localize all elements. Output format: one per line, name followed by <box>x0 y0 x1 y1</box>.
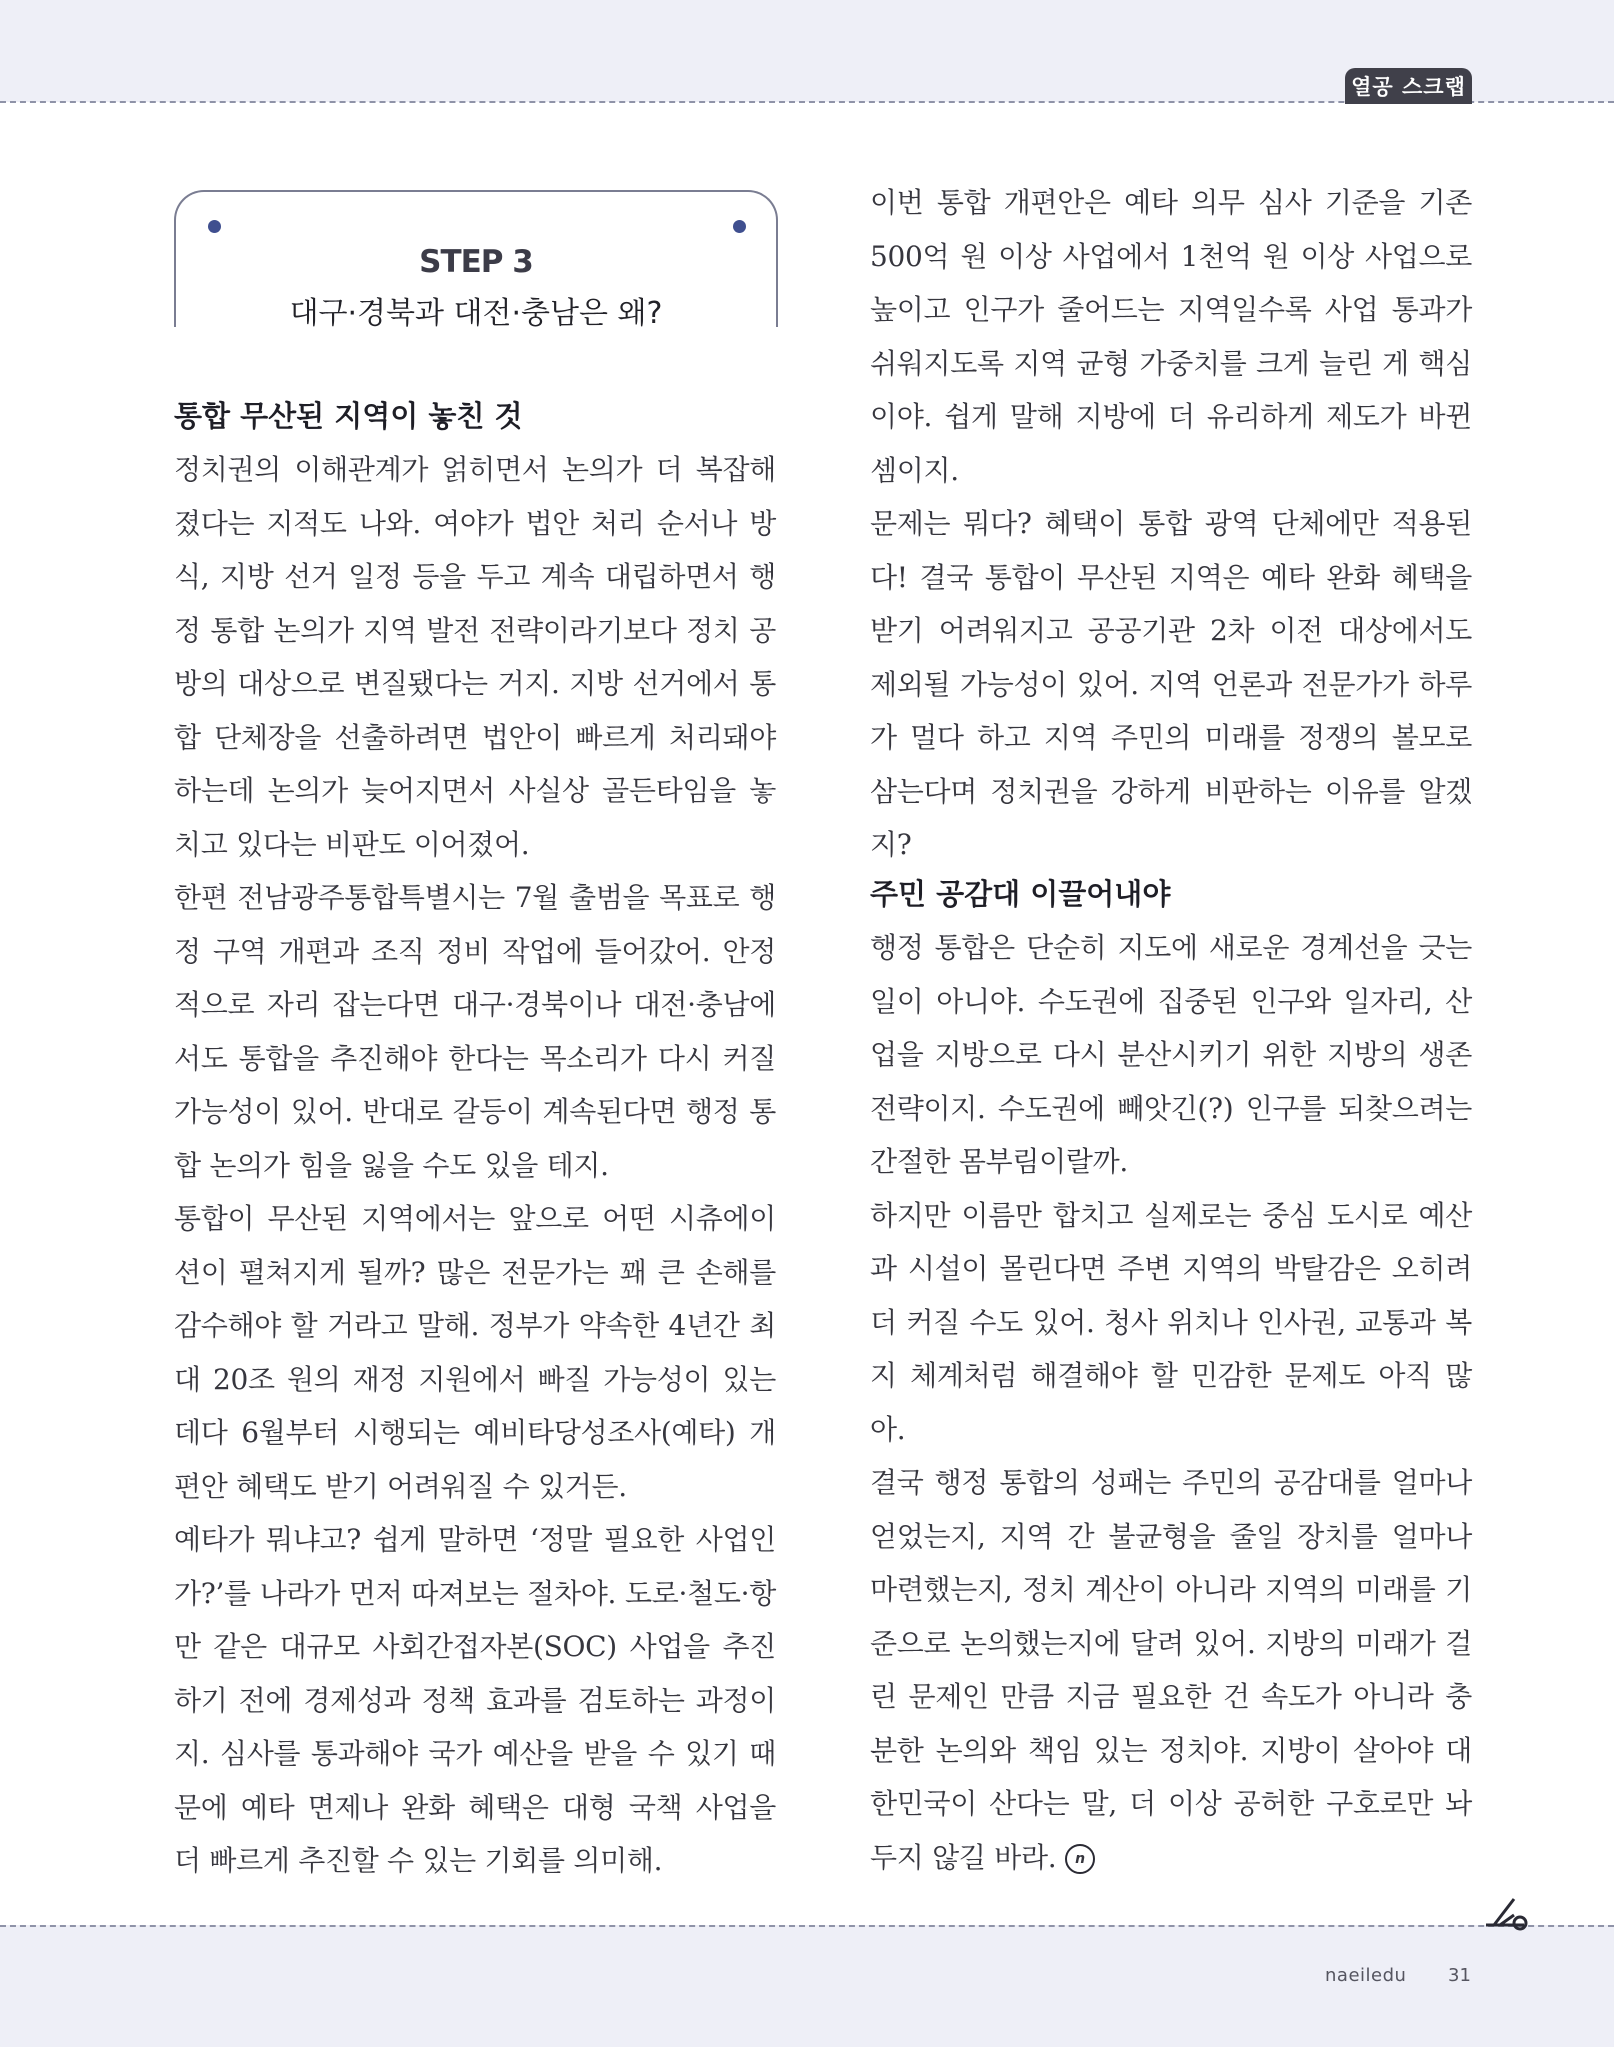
paragraph: 문제는 뭐다? 혜택이 통합 광역 단체에만 적용된다! 결국 통합이 무산된 지역은 예타 완화 혜택을 받기 어려워지고 공공기관 2차 이전 대상에서도 제외될 가능성이 있어. 지역 언론과 전문가가 하루가 멀다 하고 지역 주민의 미래를 정쟁의 볼모로 삼는다며 정치권을 강하게 비판하는 이유를 알겠지? <box>870 507 1472 861</box>
left-column <box>174 390 776 1888</box>
paragraph: 통합이 무산된 지역에서는 앞으로 어떤 시츄에이션이 펼쳐지게 될까? 많은 전문가는 꽤 큰 손해를 감수해야 할 거라고 말해. 정부가 약속한 4년간 최대 20조 원의 재정 지원에서 빠질 가능성이 있는 데다 6월부터 시행되는 예비타당성조사(예타) 개편안 혜택도 받기 어려워질 수 있거든. <box>174 1202 776 1503</box>
closing-paragraph <box>870 1456 1472 1884</box>
closing-text: 결국 행정 통합의 성패는 주민의 공감대를 얼마나 얻었는지, 지역 간 불균형을 줄일 장치를 얼마나 마련했는지, 정치 계산이 아니라 지역의 미래를 기준으로 논의했는지에 달려 있어. 지방의 미래가 걸린 문제인 만큼 지금 필요한 건 속도가 아니라 충분한 논의와 책임 있는 정치야. 지방이 살아야 대한민국이 산다는 말, 더 이상 공허한 구호로만 놔두지 않길 바라. <box>870 1466 1472 1874</box>
card-dot-left <box>208 220 221 233</box>
section-heading: 통합 무산된 지역이 놓친 것 <box>174 399 523 433</box>
paragraph: 예타가 뭐냐고? 쉽게 말하면 ‘정말 필요한 사업인가?’를 나라가 먼저 따져보는 절차야. 도로·철도·항만 같은 대규모 사회간접자본(SOC) 사업을 추진하기 전에 경제성과 정책 효과를 검토하는 과정이지. 심사를 통과해야 국가 예산을 받을 수 있기 때문에 예타 면제나 완화 혜택은 대형 국책 사업을 더 빠르게 추진할 수 있는 기회를 의미해. <box>174 1523 776 1877</box>
paragraph: 이번 통합 개편안은 예타 의무 심사 기준을 기존 500억 원 이상 사업에서 1천억 원 이상 사업으로 높이고 인구가 줄어드는 지역일수록 사업 통과가 쉬워지도록 지역 균형 가중치를 크게 늘린 게 핵심이야. 쉽게 말해 지방에 더 유리하게 제도가 바뀐 셈이지. <box>870 186 1472 487</box>
paragraph: 정치권의 이해관계가 얽히면서 논의가 더 복잡해졌다는 지적도 나와. 여야가 법안 처리 순서나 방식, 지방 선거 일정 등을 두고 계속 대립하면서 행정 통합 논의가 지역 발전 전략이라기보다 정치 공방의 대상으로 변질됐다는 거지. 지방 선거에서 통합 단체장을 선출하려면 법안이 빠르게 처리돼야 하는데 논의가 늦어지면서 사실상 골든타임을 놓치고 있다는 비판도 이어졌어. <box>174 453 776 861</box>
section-tab: 열공 스크랩 <box>1345 68 1472 104</box>
card-dot-right <box>733 220 746 233</box>
footer-brand: naeiledu <box>1325 1965 1407 1986</box>
page-number: 31 <box>1448 1965 1471 1986</box>
bottom-dashed-divider <box>0 1925 1614 1927</box>
step-card <box>174 190 778 331</box>
scissors-icon <box>1484 1893 1532 1933</box>
section-heading: 주민 공감대 이끌어내야 <box>870 877 1171 911</box>
right-column-bottom <box>870 868 1472 1884</box>
step-title: 대구·경북과 대전·충남은 왜? <box>289 296 663 331</box>
paragraph: 한편 전남광주통합특별시는 7월 출범을 목표로 행정 구역 개편과 조직 정비 작업에 들어갔어. 안정적으로 자리 잡는다면 대구·경북이나 대전·충남에서도 통합을 추진해야 한다는 목소리가 다시 커질 가능성이 있어. 반대로 갈등이 계속된다면 행정 통합 논의가 힘을 잃을 수도 있을 테지. <box>174 881 776 1182</box>
bottom-band <box>0 1925 1614 2047</box>
end-mark-icon: n <box>1065 1844 1095 1874</box>
paragraph: 행정 통합은 단순히 지도에 새로운 경계선을 긋는 일이 아니야. 수도권에 집중된 인구와 일자리, 산업을 지방으로 다시 분산시키기 위한 지방의 생존 전략이지. 수도권에 빼앗긴(?) 인구를 되찾으려는 간절한 몸부림이랄까. <box>870 931 1472 1178</box>
step-label: STEP 3 <box>419 244 533 280</box>
paragraph: 하지만 이름만 합치고 실제로는 중심 도시로 예산과 시설이 몰린다면 주변 지역의 박탈감은 오히려 더 커질 수도 있어. 청사 위치나 인사권, 교통과 복지 체계처럼 해결해야 할 민감한 문제도 아직 많아. <box>870 1198 1472 1446</box>
right-column-top <box>870 176 1472 872</box>
